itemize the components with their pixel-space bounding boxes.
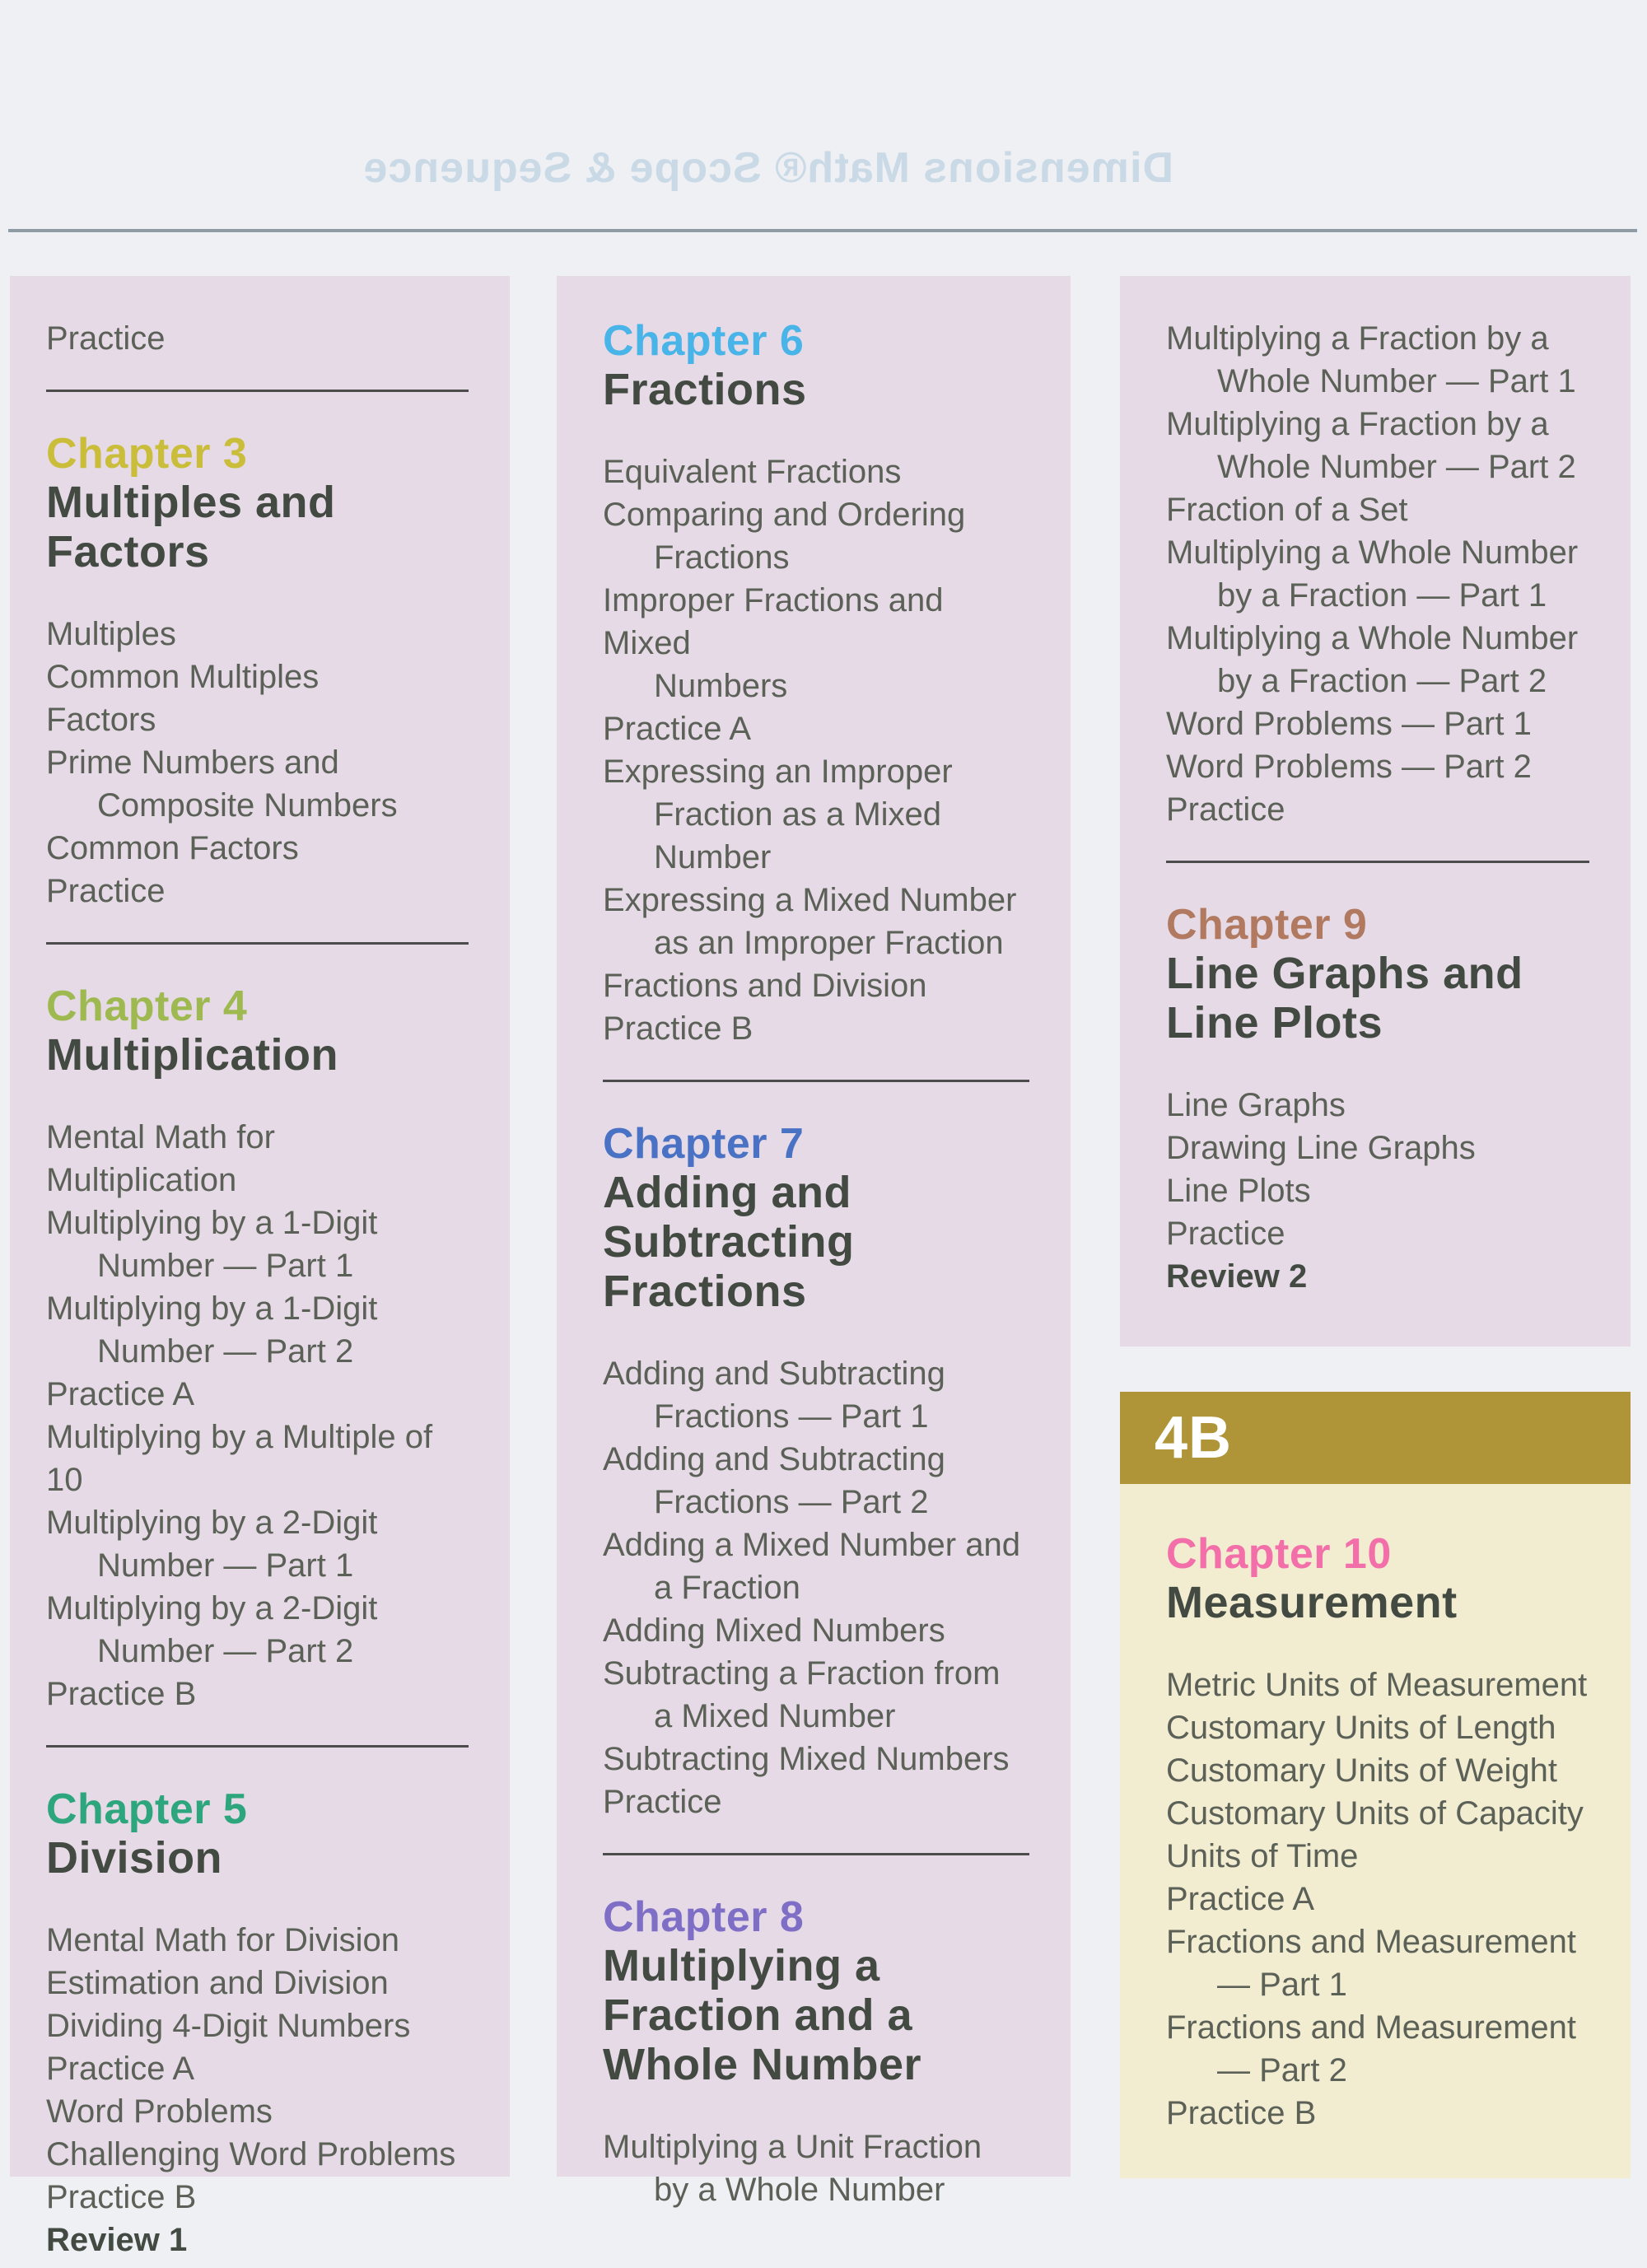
toc-entry-line: Drawing Line Graphs — [1166, 1130, 1476, 1166]
toc-entry — [46, 2219, 472, 2261]
toc-entry-line: Customary Units of Weight — [1166, 1752, 1557, 1789]
toc-entry-line: Practice A — [1166, 1881, 1315, 1917]
toc-entry — [1166, 403, 1593, 488]
toc-entry-line: Multiplying by a 1-Digit — [46, 1205, 378, 1241]
chapter-heading — [46, 1785, 472, 1883]
toc-entry-line: Fraction of a Set — [1166, 492, 1408, 528]
toc-entry-line: Multiplying a Fraction by a — [1166, 406, 1549, 442]
toc-entry — [46, 1962, 472, 2004]
book-4b-banner — [1120, 1392, 1631, 1484]
toc-entry-line: Adding Mixed Numbers — [603, 1612, 945, 1649]
chapter-label: Chapter 7 — [603, 1120, 805, 1168]
toc-entry-line: Common Factors — [46, 830, 299, 866]
chapter-label: Chapter 9 — [1166, 901, 1368, 949]
toc-entry — [1166, 1792, 1593, 1835]
toc-entry — [603, 750, 1033, 879]
toc-entry-line: Composite Numbers — [97, 787, 398, 824]
toc-entry-line: Mental Math for Multiplication — [46, 1119, 275, 1198]
toc-entry — [46, 613, 472, 656]
toc-entry-line: — Part 1 — [1217, 1967, 1347, 2003]
chapter-title-line: Measurement — [1166, 1578, 1458, 1627]
toc-entry-line: Multiplying a Whole Number — [1166, 534, 1579, 571]
toc-entry-line: Common Multiples — [46, 659, 320, 695]
toc-entry-line: Expressing an Improper — [603, 754, 953, 790]
chapter-heading — [46, 982, 472, 1080]
chapter-title-line: Factors — [46, 527, 210, 576]
toc-entry-line: Practice — [1166, 1216, 1285, 1252]
toc-entry-line: Practice B — [46, 1676, 197, 1712]
toc-entry-line: — Part 2 — [1217, 2052, 1347, 2088]
toc-entry-line: Practice B — [46, 2179, 197, 2215]
toc-entry — [1166, 1127, 1593, 1169]
chapter-heading — [46, 430, 472, 576]
toc-entry-line: by a Fraction — Part 2 — [1217, 663, 1547, 699]
toc-entry — [46, 1116, 472, 1202]
toc-entry — [1166, 1920, 1593, 2006]
chapter-label: Chapter 8 — [603, 1893, 805, 1941]
chapter-heading — [603, 317, 1033, 414]
toc-entry-line: Word Problems — Part 2 — [1166, 749, 1532, 785]
chapter-heading — [603, 1893, 1033, 2089]
toc-entry-line: by a Fraction — Part 1 — [1217, 577, 1547, 614]
toc-entry-line: Customary Units of Capacity — [1166, 1795, 1584, 1832]
toc-entry-line: Multiplying a Whole Number — [1166, 620, 1579, 656]
toc-measurement-box — [1120, 1484, 1631, 2178]
toc-column-left — [10, 276, 510, 2258]
toc-entry-line: Practice — [46, 320, 166, 357]
chapter-title — [1166, 949, 1593, 1048]
chapter-label: Chapter 6 — [603, 317, 805, 365]
chapter-heading — [1166, 1530, 1593, 1627]
chapter-label: Chapter 5 — [46, 1785, 248, 1833]
toc-entry — [603, 493, 1033, 579]
toc-entry-line: Practice A — [603, 711, 752, 747]
toc-entry-line: Mental Math for Division — [46, 1922, 400, 1958]
toc-entry-line: Multiplying by a 2-Digit — [46, 1505, 378, 1541]
toc-entry-line: Fractions — [654, 539, 790, 576]
toc-entry-line: Word Problems — [46, 2093, 273, 2130]
chapter-title-line: Multiplying a — [603, 1941, 880, 1990]
toc-entry — [603, 450, 1033, 493]
toc-entry-line: Equivalent Fractions — [603, 454, 902, 490]
toc-entry — [1166, 702, 1593, 745]
toc-entry — [603, 1007, 1033, 1050]
book-4b-label: 4B — [1155, 1405, 1233, 1471]
toc-entry — [1166, 1835, 1593, 1878]
toc-entry-line: Fractions — Part 2 — [654, 1484, 929, 1520]
toc-entry-line: Practice A — [46, 1376, 195, 1412]
toc-entry-line: Line Plots — [1166, 1173, 1311, 1209]
section-divider — [1166, 861, 1589, 863]
toc-entry — [1166, 1084, 1593, 1127]
toc-entry — [46, 2004, 472, 2047]
chapter-title-line: Fractions — [603, 1267, 807, 1316]
chapter-title — [603, 1941, 1033, 2089]
toc-entry-line: Number — [654, 839, 772, 875]
section-divider — [603, 1853, 1029, 1855]
toc-entry-line: Line Graphs — [1166, 1087, 1346, 1123]
toc-entry-line: Multiplying by a 2-Digit — [46, 1590, 378, 1626]
toc-entry — [46, 2133, 472, 2176]
toc-entry-line: Number — Part 2 — [97, 1633, 354, 1669]
toc-entry-line: Practice — [1166, 791, 1285, 828]
toc-entry — [603, 579, 1033, 707]
toc-entry-line: Review 1 — [46, 2222, 188, 2258]
toc-entry-line: a Fraction — [654, 1570, 800, 1606]
toc-entry — [1166, 745, 1593, 788]
chapter-title — [46, 478, 472, 576]
toc-entry-line: Practice A — [46, 2051, 195, 2087]
section-divider — [46, 1745, 469, 1748]
toc-entry — [1166, 488, 1593, 531]
toc-entry-line: Whole Number — Part 1 — [1217, 363, 1576, 399]
toc-entry — [46, 1373, 472, 1416]
toc-entry-line: Comparing and Ordering — [603, 497, 966, 533]
toc-entry-line: Customary Units of Length — [1166, 1710, 1556, 1746]
toc-entry — [1166, 788, 1593, 831]
toc-entry-line: Multiplying by a Multiple of 10 — [46, 1419, 433, 1498]
toc-entry-line: Challenging Word Problems — [46, 2136, 456, 2172]
chapter-title-line: Division — [46, 1833, 223, 1883]
toc-entry — [46, 656, 472, 698]
toc-entry — [1166, 617, 1593, 702]
toc-entry-line: Fractions and Measurement — [1166, 2009, 1577, 2046]
toc-column-middle — [557, 276, 1071, 2208]
chapter-title — [1166, 1578, 1593, 1627]
toc-entry-line: Expressing a Mixed Number — [603, 882, 1017, 918]
toc-entry-line: Fractions — Part 1 — [654, 1398, 929, 1435]
chapter-title-line: Multiplication — [46, 1030, 338, 1080]
chapter-heading — [603, 1120, 1033, 1316]
toc-entry-line: by a Whole Number — [654, 2172, 945, 2208]
toc-entry-line: Units of Time — [1166, 1838, 1359, 1874]
toc-entry — [603, 1652, 1033, 1738]
toc-entry-line: Practice — [46, 873, 166, 909]
toc-entry-line: Adding and Subtracting — [603, 1356, 945, 1392]
toc-entry — [46, 741, 472, 827]
toc-entry — [603, 964, 1033, 1007]
toc-entry-line: Prime Numbers and — [46, 744, 339, 781]
toc-entry — [1166, 1169, 1593, 1212]
toc-entry — [603, 1609, 1033, 1652]
toc-entry — [1166, 1664, 1593, 1706]
toc-entry — [1166, 1212, 1593, 1255]
toc-column-right — [1120, 276, 1631, 1346]
chapter-heading — [1166, 901, 1593, 1048]
toc-entry-line: Subtracting a Fraction from — [603, 1655, 1001, 1692]
chapter-title — [603, 1168, 1033, 1316]
toc-entry-line: Factors — [46, 702, 156, 738]
chapter-title-line: Line Plots — [1166, 998, 1383, 1048]
toc-entry-line: Practice — [603, 1784, 722, 1820]
toc-entry — [46, 1587, 472, 1673]
toc-entry-line: Whole Number — Part 2 — [1217, 449, 1576, 485]
toc-entry — [46, 870, 472, 912]
toc-entry-line: a Mixed Number — [654, 1698, 896, 1734]
toc-entry — [1166, 1706, 1593, 1749]
toc-entry — [603, 1438, 1033, 1524]
toc-entry — [1166, 2006, 1593, 2092]
toc-entry-line: Improper Fractions and Mixed — [603, 582, 944, 661]
toc-entry-line: Dividing 4-Digit Numbers — [46, 2008, 411, 2044]
toc-entry — [1166, 1878, 1593, 1920]
toc-entry-line: Practice B — [603, 1010, 754, 1047]
toc-entry-line: Fractions and Measurement — [1166, 1924, 1577, 1960]
toc-entry-line: Word Problems — Part 1 — [1166, 706, 1532, 742]
section-divider — [46, 390, 469, 392]
toc-entry-line: Practice B — [1166, 2095, 1317, 2131]
toc-entry — [46, 1287, 472, 1373]
toc-entry-line: Number — Part 2 — [97, 1333, 354, 1370]
toc-entry — [46, 1501, 472, 1587]
chapter-title-line: Fraction and a — [603, 1990, 913, 2040]
toc-entry-line: Number — Part 1 — [97, 1547, 354, 1584]
toc-entry — [1166, 1749, 1593, 1792]
toc-entry-line: Number — Part 1 — [97, 1248, 354, 1284]
toc-entry — [603, 1780, 1033, 1823]
toc-entry — [46, 2176, 472, 2219]
toc-entry — [46, 1202, 472, 1287]
toc-entry — [603, 1352, 1033, 1438]
toc-entry-line: as an Improper Fraction — [654, 925, 1004, 961]
chapter-label: Chapter 10 — [1166, 1530, 1392, 1578]
toc-entry — [46, 698, 472, 741]
ghost-running-title: Dimensions Math® Scope & Sequence — [362, 144, 1173, 192]
toc-entry-line: Review 2 — [1166, 1258, 1308, 1295]
chapter-title — [46, 1030, 472, 1080]
toc-entry — [603, 707, 1033, 750]
chapter-title-line: Fractions — [603, 365, 807, 414]
chapter-title-line: Multiples and — [46, 478, 336, 527]
toc-entry — [1166, 317, 1593, 403]
chapter-title-line: Whole Number — [603, 2040, 922, 2089]
toc-entry — [603, 2126, 1033, 2211]
toc-entry-line: Adding a Mixed Number and — [603, 1527, 1020, 1563]
toc-entry-line: Multiplying by a 1-Digit — [46, 1290, 378, 1327]
toc-entry — [46, 827, 472, 870]
toc-entry — [603, 879, 1033, 964]
chapter-title-line: Adding and — [603, 1168, 851, 1217]
chapter-label: Chapter 4 — [46, 982, 248, 1030]
toc-entry-line: Multiples — [46, 616, 176, 652]
chapter-title-line: Subtracting — [603, 1217, 855, 1267]
top-rule — [8, 229, 1637, 232]
chapter-title-line: Line Graphs and — [1166, 949, 1523, 998]
section-divider — [46, 942, 469, 945]
toc-entry-line: Subtracting Mixed Numbers — [603, 1741, 1010, 1777]
toc-entry-line: Multiplying a Fraction by a — [1166, 320, 1549, 357]
chapter-title — [46, 1833, 472, 1883]
toc-entry — [1166, 531, 1593, 617]
toc-entry — [1166, 1255, 1593, 1298]
toc-entry-line: Multiplying a Unit Fraction — [603, 2129, 982, 2165]
toc-entry — [1166, 2092, 1593, 2135]
toc-entry-line: Adding and Subtracting — [603, 1441, 945, 1477]
toc-entry-line: Estimation and Division — [46, 1965, 389, 2001]
section-divider — [603, 1080, 1029, 1082]
toc-entry — [46, 2047, 472, 2090]
toc-entry — [46, 1416, 472, 1501]
toc-entry — [603, 1524, 1033, 1609]
toc-entry-line: Fractions and Division — [603, 968, 927, 1004]
toc-entry-line: Metric Units of Measurement — [1166, 1667, 1588, 1703]
toc-entry-line: Numbers — [654, 668, 788, 704]
chapter-title — [603, 365, 1033, 414]
toc-entry — [46, 1673, 472, 1715]
toc-entry — [46, 2090, 472, 2133]
toc-entry — [46, 317, 472, 360]
toc-entry-line: Fraction as a Mixed — [654, 796, 942, 833]
toc-entry — [603, 1738, 1033, 1780]
toc-entry — [46, 1919, 472, 1962]
chapter-label: Chapter 3 — [46, 430, 248, 478]
